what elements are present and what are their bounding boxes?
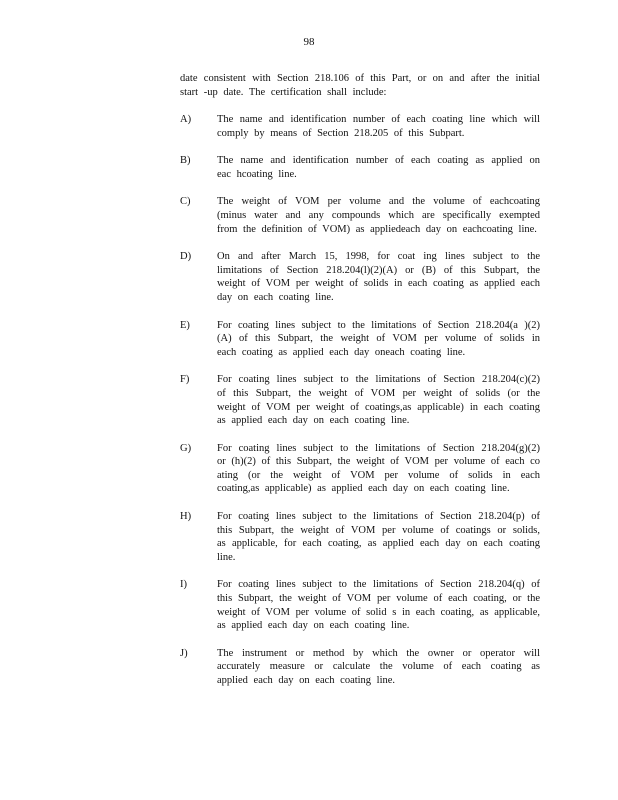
item-letter: H)	[180, 511, 192, 523]
list-item-i	[180, 578, 540, 632]
item-text: On and after March 15, 1998, for coat ing lines subject to the limitations of Section 218.204(l)(2)(A) or (B) of this Subpart, the weight of VOM per weight of solids in each coating as applied each day on each coating line.	[217, 251, 540, 303]
item-letter: F)	[180, 374, 190, 386]
item-letter: G)	[180, 442, 192, 454]
intro-paragraph: date consistent with Section 218.106 of this Part, or on and after the initial start -up date. The certification shall include:	[180, 73, 540, 98]
list-item-a	[180, 113, 540, 140]
item-letter: B)	[180, 155, 191, 167]
item-text: The weight of VOM per volume and the volume of eachcoating (minus water and any compounds which are specifically exempted from the definition of VOM) as appliedeach day on eachcoating line.	[217, 196, 540, 235]
item-text: For coating lines subject to the limitations of Section 218.204(q) of this Subpart, the weight of VOM per volume of each coating, or the weight of VOM per volume of solid s in each coating, as applicable, as applied each day on each coating line.	[217, 579, 540, 632]
list-item-b	[180, 154, 540, 181]
certification-items-list	[180, 113, 540, 702]
list-item-d	[180, 250, 540, 304]
item-letter: C)	[180, 196, 191, 208]
item-text: For coating lines subject to the limitations of Section 218.204(g)(2) or (h)(2) of this Subpart, the weight of VOM per volume of each co ating (or the weight of VOM per volume of solids in each coating,as applicable) as applied each day on each coating line.	[217, 442, 540, 495]
list-item-j	[180, 647, 540, 688]
item-letter: E)	[180, 319, 190, 331]
item-text: For coating lines subject to the limitations of Section 218.204(p) of this Subpart, the weight of VOM per volume of coatings or solids, as applicable, for each coating, as applied each day on each coating line.	[217, 511, 540, 563]
list-item-g	[180, 442, 540, 496]
list-item-h	[180, 510, 540, 564]
page-number: 98	[303, 36, 315, 48]
list-item-e	[180, 319, 540, 360]
item-letter: A)	[180, 114, 192, 125]
item-text: For coating lines subject to the limitations of Section 218.204(c)(2) of this Subpart, the weight of VOM per weight of solids (or the weight of VOM per weight of coatings,as applicable) in each coating as applied each day on each coating line.	[217, 374, 540, 427]
list-item-c	[180, 195, 540, 236]
item-text: The name and identification number of each coating as applied on eac hcoating line.	[217, 155, 540, 180]
item-letter: I)	[180, 579, 187, 591]
item-letter: D)	[180, 251, 192, 263]
item-text: The name and identification number of each coating line which will comply by means of Section 218.205 of this Subpart.	[217, 114, 540, 139]
list-item-f	[180, 373, 540, 427]
item-letter: J)	[180, 647, 188, 659]
item-text: For coating lines subject to the limitations of Section 218.204(a )(2)(A) of this Subpart, the weight of VOM per volume of solids in each coating as applied each day oneach coating line.	[217, 319, 540, 358]
item-text: The instrument or method by which the owner or operator will accurately measure or calculate the volume of each coating as applied each day on each coating line.	[217, 647, 540, 686]
